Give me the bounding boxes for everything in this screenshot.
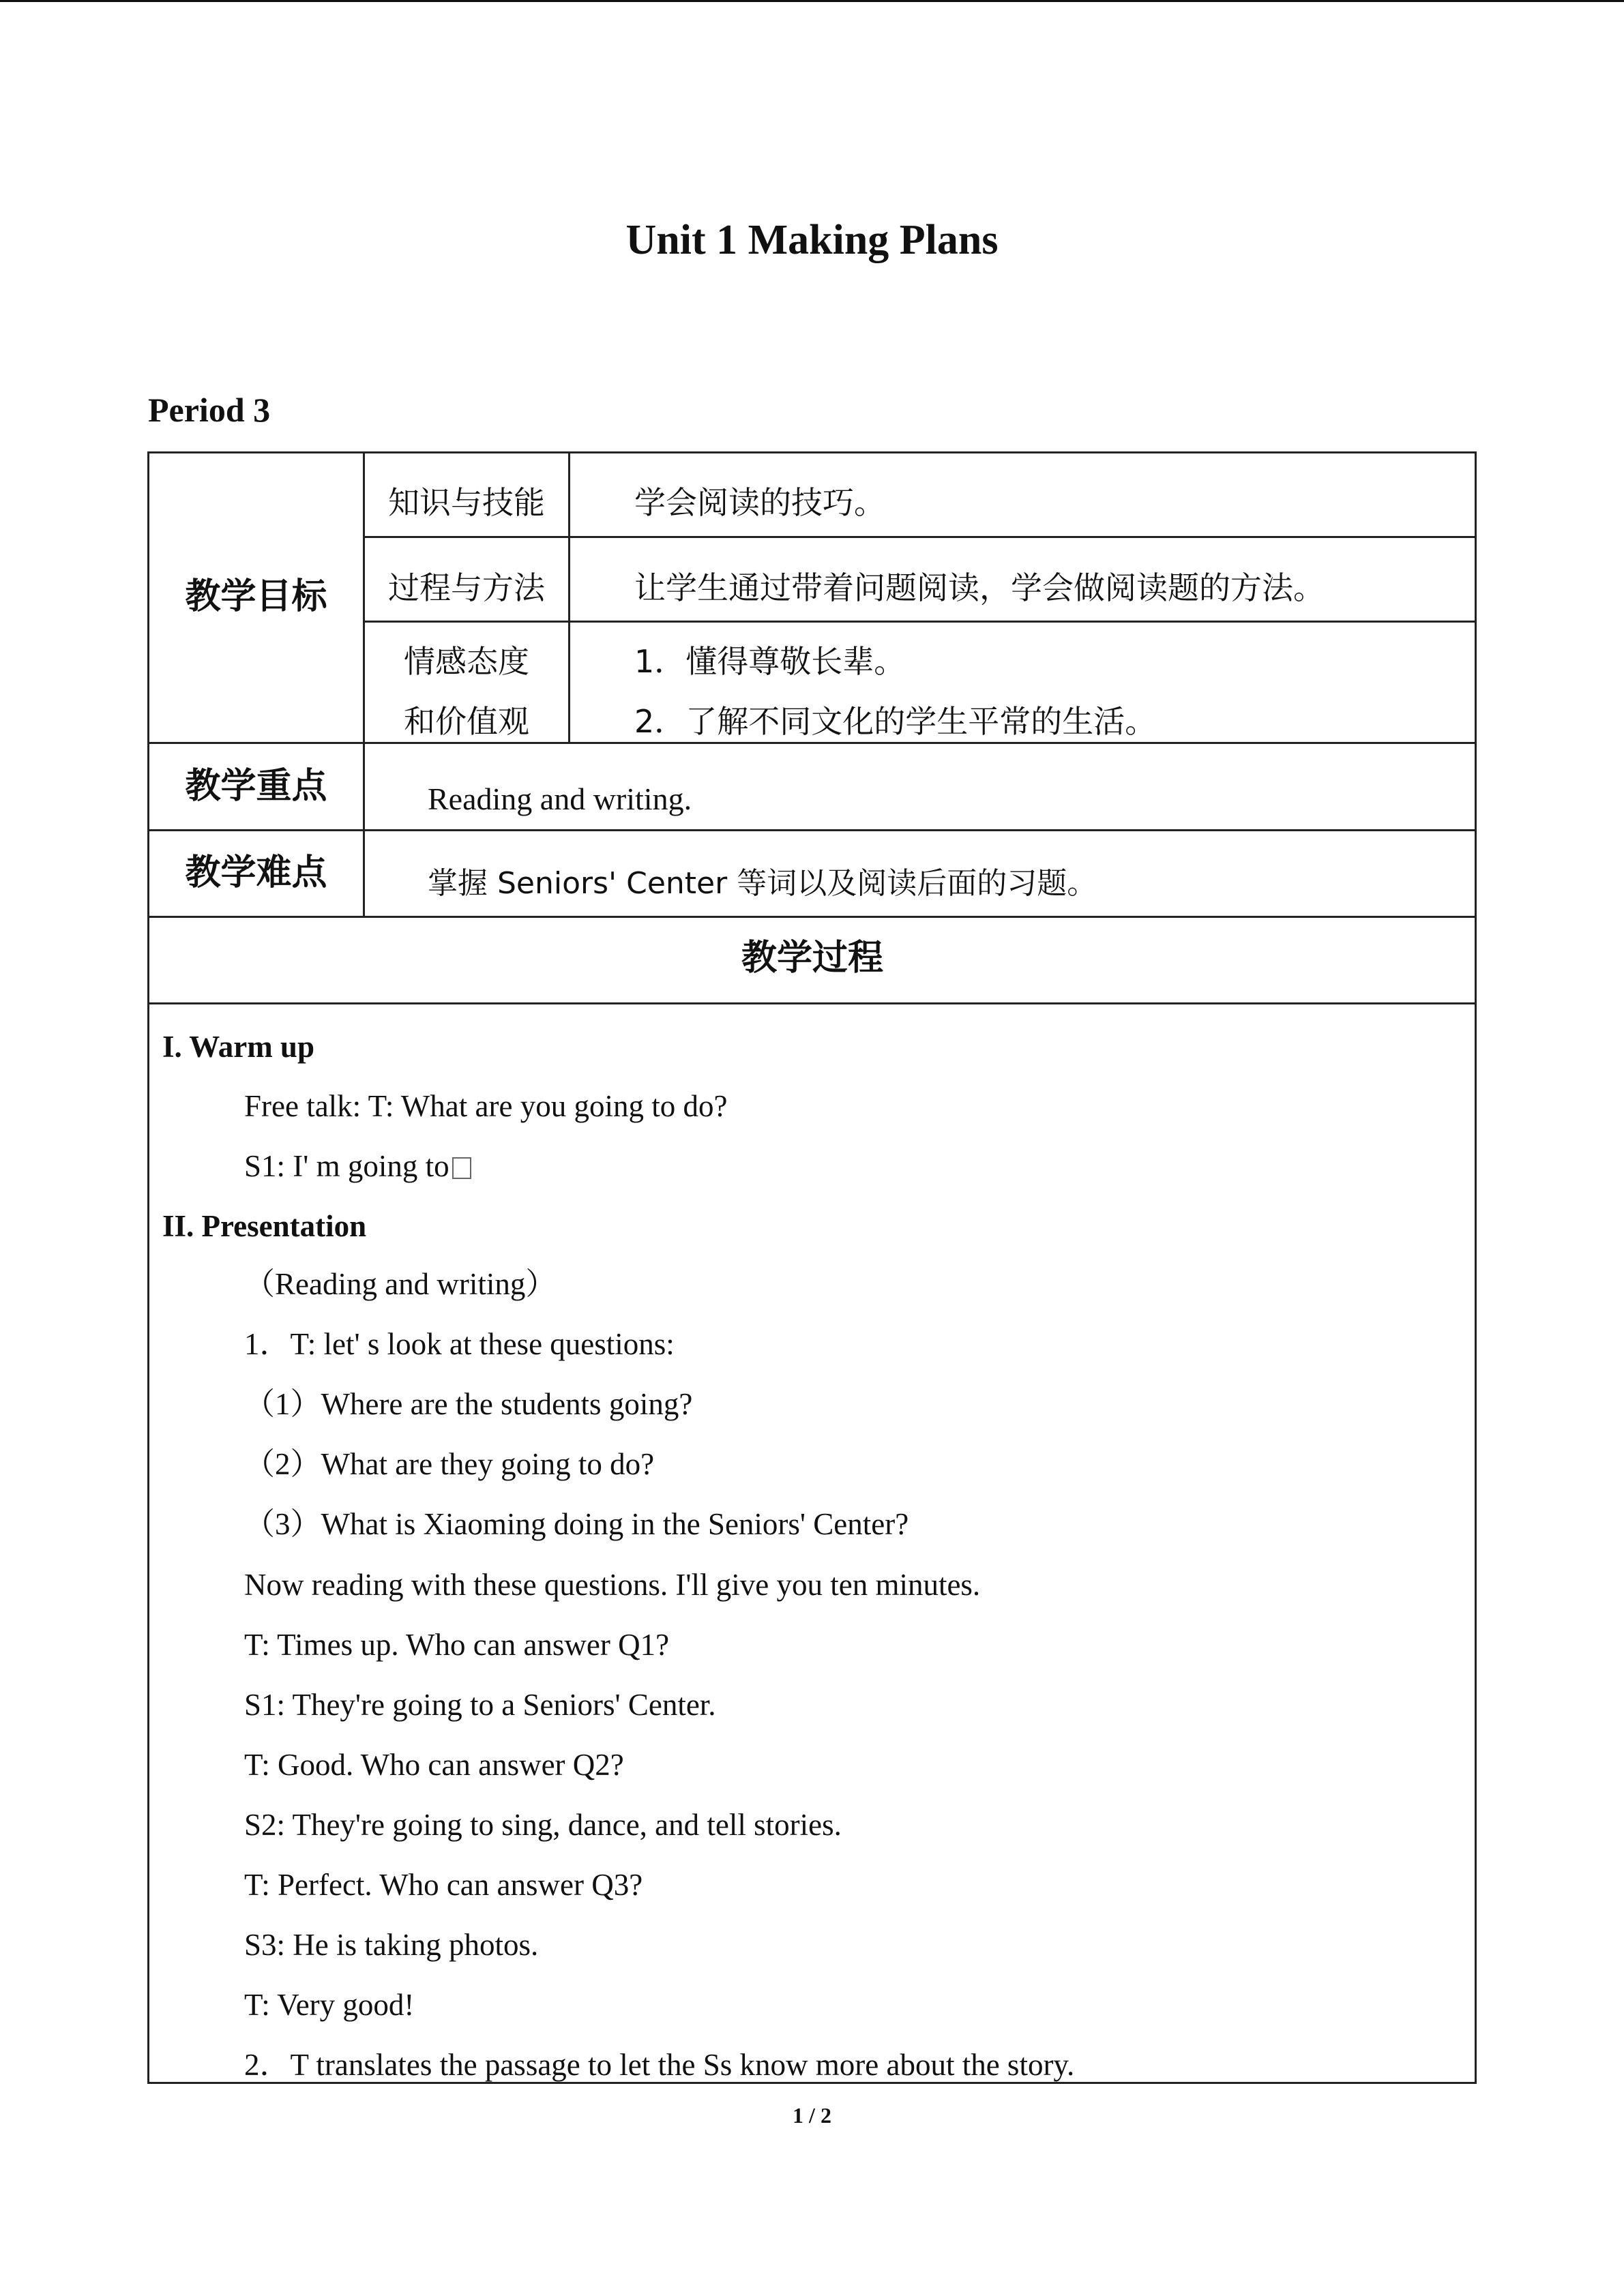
objective-content-attitude-line1: 1．懂得尊敬长辈。 <box>634 643 906 680</box>
process-line: 1．T: let' s look at these questions: <box>244 1327 675 1361</box>
process-line: Free talk: T: What are you going to do? <box>244 1089 728 1123</box>
difficult-point-content: 掌握 Seniors' Center 等词以及阅读后面的习题。 <box>428 866 1097 901</box>
missing-glyph-box-icon <box>452 1157 471 1179</box>
process-line: T: Very good! <box>244 1988 415 2022</box>
process-line: Now reading with these questions. I'll give you ten minutes. <box>244 1568 981 1602</box>
key-point-label: 教学重点 <box>185 766 327 807</box>
process-line: T: Times up. Who can answer Q1? <box>244 1628 670 1662</box>
process-line: （Reading and writing） <box>244 1267 557 1301</box>
table-row-divider <box>147 1002 1477 1004</box>
table-border-top <box>147 451 1477 453</box>
objective-category-attitude-line2: 和价值观 <box>404 703 529 740</box>
process-line: S3: He is taking photos. <box>244 1928 539 1962</box>
process-line: S2: They're going to sing, dance, and tell stories. <box>244 1808 842 1842</box>
presentation-heading: II. Presentation <box>162 1209 367 1243</box>
table-row-divider <box>147 916 1477 918</box>
warmup-heading: I. Warm up <box>162 1030 314 1064</box>
difficult-point-label: 教学难点 <box>185 852 327 893</box>
process-line: S1: They're going to a Seniors' Center. <box>244 1688 716 1722</box>
table-row-divider <box>147 829 1477 831</box>
process-title: 教学过程 <box>741 938 883 979</box>
top-border-rule <box>0 0 1624 2</box>
objective-content-attitude-line2: 2．了解不同文化的学生平常的生活。 <box>634 703 1157 740</box>
process-line: 2．T translates the passage to let the Ss know more about the story. <box>244 2048 1075 2082</box>
key-point-content: Reading and writing. <box>428 781 692 816</box>
process-line: （1）Where are the students going? <box>244 1387 693 1421</box>
page-number: 1 / 2 <box>793 2103 831 2128</box>
process-line: T: Good. Who can answer Q2? <box>244 1748 624 1782</box>
process-line: （3）What is Xiaoming doing in the Seniors' Center? <box>244 1507 909 1541</box>
process-line-text: S1: I' m going to <box>244 1149 449 1183</box>
objective-content-process: 让学生通过带着问题阅读，学会做阅读题的方法。 <box>634 569 1325 606</box>
table-row-divider <box>363 536 1477 538</box>
process-line-with-box <box>244 1146 471 1187</box>
table-border-right <box>1475 451 1477 2084</box>
objective-category-knowledge: 知识与技能 <box>388 484 545 521</box>
table-row-divider <box>363 621 1477 623</box>
objective-category-attitude-line1: 情感态度 <box>404 643 529 680</box>
document-title: Unit 1 Making Plans <box>625 217 999 263</box>
table-border-left <box>147 451 149 2084</box>
objective-content-knowledge: 学会阅读的技巧。 <box>634 484 885 521</box>
table-row-divider <box>147 742 1477 744</box>
process-line: T: Perfect. Who can answer Q3? <box>244 1868 643 1902</box>
table-divider-category-col <box>568 451 570 743</box>
objective-category-process: 过程与方法 <box>388 569 545 606</box>
period-heading: Period 3 <box>148 391 271 429</box>
process-line: （2）What are they going to do? <box>244 1447 655 1481</box>
objectives-label: 教学目标 <box>185 576 327 617</box>
